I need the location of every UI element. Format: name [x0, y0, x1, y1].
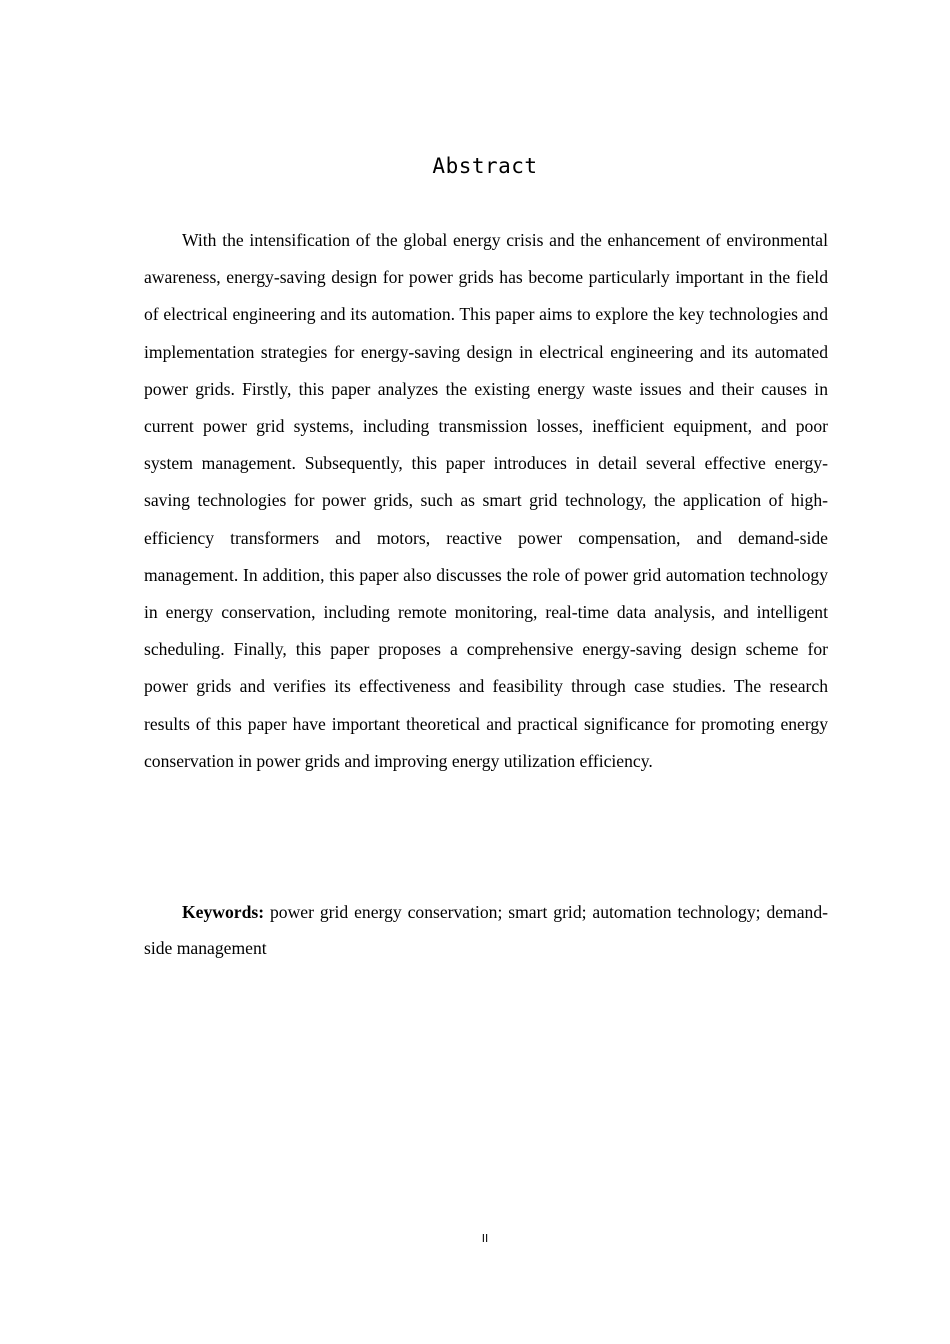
- abstract-title: Abstract: [432, 154, 538, 178]
- keywords-paragraph: [144, 894, 828, 966]
- keywords-label: Keywords:: [182, 902, 265, 922]
- abstract-paragraph: With the intensification of the global energy crisis and the enhancement of environmental awareness, energy-saving design for power grids has become particularly important in the field of electrical engineering and its automation. This paper aims to explore the key technologies and implementation strategies for energy-saving design in electrical engineering and its automated power grids. Firstly, this paper analyzes the existing energy waste issues and their causes in current power grid systems, including transmission losses, inefficient equipment, and poor system management. Subsequently, this paper introduces in detail several effective energy-saving technologies for power grids, such as smart grid technology, the application of high-efficiency transformers and motors, reactive power compensation, and demand-side management. In addition, this paper also discusses the role of power grid automation technology in energy conservation, including remote monitoring, real-time data analysis, and intelligent scheduling. Finally, this paper proposes a comprehensive energy-saving design scheme for power grids and verifies its effectiveness and feasibility through case studies. The research results of this paper have important theoretical and practical significance for promoting energy conservation in power grids and improving energy utilization efficiency.: [144, 230, 828, 771]
- keywords-text: power grid energy conservation; smart grid; automation technology; demand-side management: [144, 902, 828, 958]
- page-number: II: [481, 1232, 489, 1245]
